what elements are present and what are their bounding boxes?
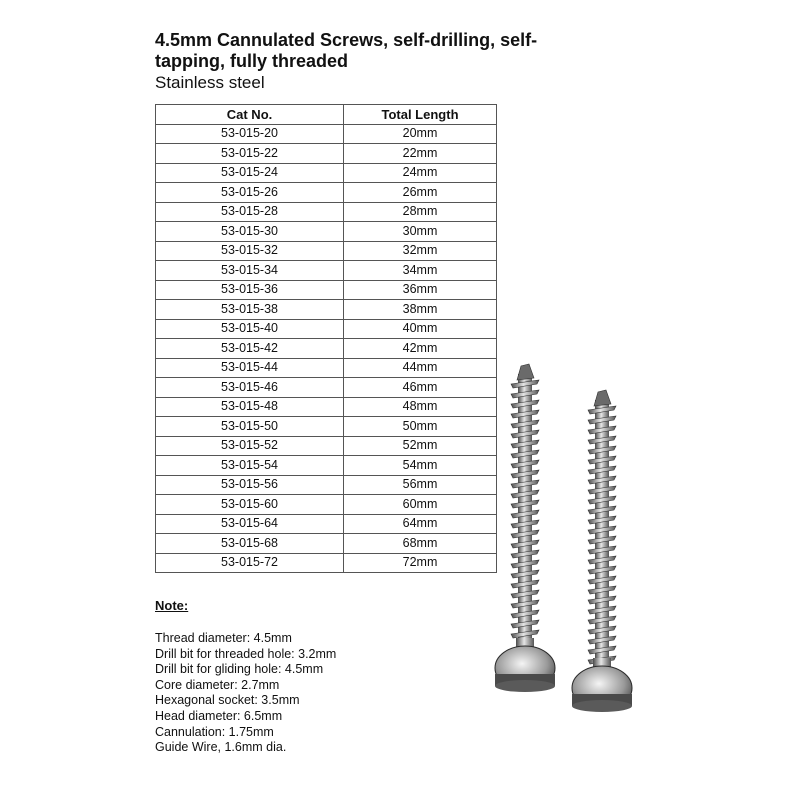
table-row bbox=[156, 417, 497, 437]
total-length-cell: 54mm bbox=[344, 456, 497, 476]
table-row bbox=[156, 495, 497, 515]
table-row bbox=[156, 280, 497, 300]
page-title: 4.5mm Cannulated Screws, self-drilling, self-tapping, fully threaded bbox=[155, 30, 538, 71]
total-length-cell: 32mm bbox=[344, 241, 497, 261]
cat-no-cell: 53-015-34 bbox=[156, 261, 344, 281]
note-item: Hexagonal socket: 3.5mm bbox=[155, 693, 300, 708]
table-row bbox=[156, 456, 497, 476]
total-length-cell: 50mm bbox=[344, 417, 497, 437]
total-length-cell: 34mm bbox=[344, 261, 497, 281]
total-length-cell: 48mm bbox=[344, 397, 497, 417]
total-length-cell: 44mm bbox=[344, 358, 497, 378]
material-label: Stainless steel bbox=[155, 73, 265, 92]
total-length-cell: 52mm bbox=[344, 436, 497, 456]
table-row bbox=[156, 358, 497, 378]
table-row bbox=[156, 339, 497, 359]
table-body bbox=[156, 124, 497, 573]
total-length-cell: 60mm bbox=[344, 495, 497, 515]
table-row bbox=[156, 222, 497, 242]
cat-no-cell: 53-015-40 bbox=[156, 319, 344, 339]
screw-left-icon bbox=[495, 364, 555, 692]
cat-no-cell: 53-015-30 bbox=[156, 222, 344, 242]
table-row bbox=[156, 163, 497, 183]
note-item: Guide Wire, 1.6mm dia. bbox=[155, 740, 287, 755]
table-row bbox=[156, 202, 497, 222]
catalog-table bbox=[155, 104, 497, 573]
cat-no-cell: 53-015-44 bbox=[156, 358, 344, 378]
table-header-row bbox=[156, 105, 497, 125]
table-row bbox=[156, 397, 497, 417]
table-row bbox=[156, 319, 497, 339]
total-length-cell: 36mm bbox=[344, 280, 497, 300]
total-length-cell: 24mm bbox=[344, 163, 497, 183]
total-length-cell: 30mm bbox=[344, 222, 497, 242]
table-row bbox=[156, 261, 497, 281]
table-row bbox=[156, 378, 497, 398]
note-item: Cannulation: 1.75mm bbox=[155, 724, 274, 739]
cat-no-cell: 53-015-56 bbox=[156, 475, 344, 495]
total-length-cell: 38mm bbox=[344, 300, 497, 320]
table-row bbox=[156, 514, 497, 534]
note-item: Head diameter: 6.5mm bbox=[155, 708, 283, 723]
note-list bbox=[155, 631, 336, 756]
cat-no-cell: 53-015-38 bbox=[156, 300, 344, 320]
total-length-cell: 42mm bbox=[344, 339, 497, 359]
note-item: Drill bit for gliding hole: 4.5mm bbox=[155, 662, 324, 677]
total-length-cell: 22mm bbox=[344, 144, 497, 164]
cannulated-screws-photo-icon bbox=[490, 352, 650, 732]
total-length-cell: 46mm bbox=[344, 378, 497, 398]
table-row bbox=[156, 553, 497, 573]
cat-no-cell: 53-015-20 bbox=[156, 124, 344, 144]
total-length-cell: 64mm bbox=[344, 514, 497, 534]
cat-no-cell: 53-015-26 bbox=[156, 183, 344, 203]
table-row bbox=[156, 300, 497, 320]
total-length-cell: 56mm bbox=[344, 475, 497, 495]
total-length-cell: 68mm bbox=[344, 534, 497, 554]
total-length-cell: 28mm bbox=[344, 202, 497, 222]
total-length-cell: 20mm bbox=[344, 124, 497, 144]
cat-no-cell: 53-015-72 bbox=[156, 553, 344, 573]
cat-no-cell: 53-015-36 bbox=[156, 280, 344, 300]
cat-no-cell: 53-015-60 bbox=[156, 495, 344, 515]
table-row bbox=[156, 436, 497, 456]
cat-no-cell: 53-015-54 bbox=[156, 456, 344, 476]
table-row bbox=[156, 534, 497, 554]
cat-no-cell: 53-015-32 bbox=[156, 241, 344, 261]
screw-right-icon bbox=[572, 390, 632, 712]
note-item: Core diameter: 2.7mm bbox=[155, 677, 280, 692]
cat-no-cell: 53-015-42 bbox=[156, 339, 344, 359]
cat-no-cell: 53-015-22 bbox=[156, 144, 344, 164]
cat-no-cell: 53-015-64 bbox=[156, 514, 344, 534]
table-row bbox=[156, 241, 497, 261]
cat-no-cell: 53-015-28 bbox=[156, 202, 344, 222]
cat-no-cell: 53-015-48 bbox=[156, 397, 344, 417]
note-heading: Note: bbox=[155, 598, 189, 613]
table-row bbox=[156, 124, 497, 144]
table-row bbox=[156, 475, 497, 495]
cat-no-cell: 53-015-52 bbox=[156, 436, 344, 456]
column-header-cat-no: Cat No. bbox=[156, 105, 344, 125]
column-header-total-length: Total Length bbox=[344, 105, 497, 125]
table-row bbox=[156, 144, 497, 164]
total-length-cell: 40mm bbox=[344, 319, 497, 339]
note-item: Thread diameter: 4.5mm bbox=[155, 631, 292, 645]
note-item: Drill bit for threaded hole: 3.2mm bbox=[155, 646, 337, 661]
cat-no-cell: 53-015-46 bbox=[156, 378, 344, 398]
cat-no-cell: 53-015-50 bbox=[156, 417, 344, 437]
table-row bbox=[156, 183, 497, 203]
total-length-cell: 72mm bbox=[344, 553, 497, 573]
cat-no-cell: 53-015-68 bbox=[156, 534, 344, 554]
total-length-cell: 26mm bbox=[344, 183, 497, 203]
cat-no-cell: 53-015-24 bbox=[156, 163, 344, 183]
